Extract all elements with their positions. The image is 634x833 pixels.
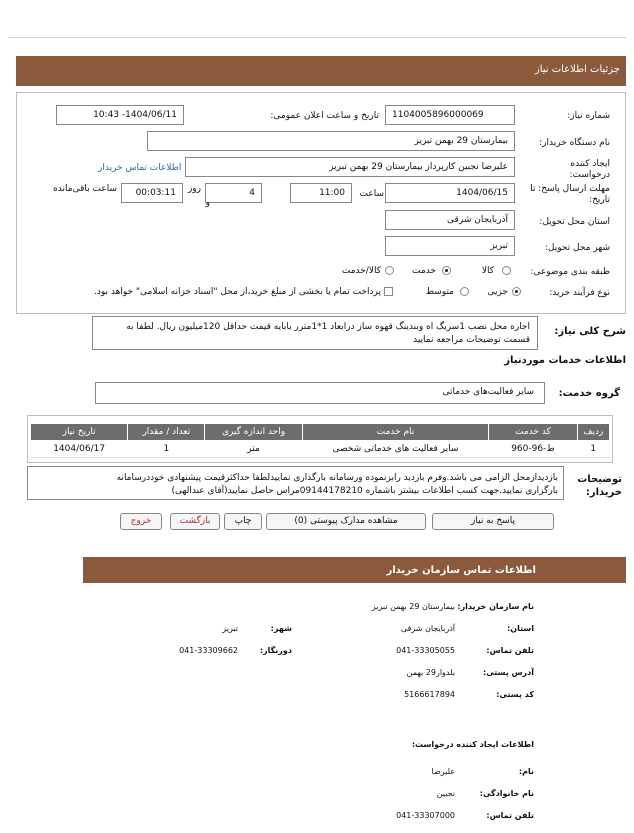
exit-button[interactable]: خروج <box>120 513 162 530</box>
process-option-minor: جزیی <box>487 287 508 297</box>
creator-field: علیرضا نجبین کارپرداز بیمارستان 29 بهمن تبریز <box>185 157 515 177</box>
treasury-checkbox[interactable] <box>384 287 393 296</box>
time-label: ساعت <box>359 189 384 199</box>
creator-section-title: اطلاعات ایجاد کننده درخواست: <box>411 740 534 749</box>
announce-field: 1404/06/11- 10:43 <box>56 105 184 125</box>
cell-date: 1404/06/17 <box>31 441 128 458</box>
services-table <box>30 423 610 458</box>
details-panel <box>16 92 626 314</box>
contact-province-value: آذربایجان شرقی <box>400 624 455 633</box>
contact-phone-value: 041-33305055 <box>396 646 455 655</box>
creator-name-value: علیرضا <box>431 767 455 776</box>
creator-phone-label: تلفن تماس: <box>486 811 534 820</box>
creator-label-1: ایجاد کننده <box>570 159 610 169</box>
category-option-service: خدمت <box>412 266 436 276</box>
print-button[interactable]: چاپ <box>224 513 262 530</box>
summary-text-line1: اجاره محل نصب 1سریگ اه وبندینگ قهوه ساز درابعاد 1*1مترر بابایه قیمت حداقل 120میلیون ریال. لطفا به <box>126 322 530 332</box>
services-section-title: اطلاعات خدمات موردنیاز <box>504 355 626 366</box>
city-label: شهر محل تحویل: <box>544 243 610 253</box>
cell-row: 1 <box>577 441 609 458</box>
buyer-contact-link[interactable]: اطلاعات تماس خریدار <box>98 163 182 173</box>
col-header-date: تاریخ نیاز <box>31 424 128 441</box>
creator-label-2: درخواست: <box>569 170 610 180</box>
city-field: تبریز <box>385 236 515 256</box>
category-option-goods: کالا <box>481 266 494 276</box>
process-radio-minor[interactable] <box>512 287 521 296</box>
category-radio-goods[interactable] <box>502 266 511 275</box>
service-group-label: گروه خدمت: <box>558 388 620 399</box>
contact-city-label: شهر: <box>270 624 292 633</box>
category-radio-service[interactable] <box>442 266 451 275</box>
announce-label: تاریخ و ساعت اعلان عمومی: <box>270 111 379 121</box>
cell-qty: 1 <box>128 441 205 458</box>
view-documents-button[interactable]: مشاهده مدارک پیوستی (0) <box>266 513 426 530</box>
days-label: روز <box>187 184 201 194</box>
deadline-label-1: مهلت ارسال پاسخ: تا <box>530 184 610 194</box>
contact-city-value: تبریز <box>222 624 238 633</box>
buyer-notes-line1: بازدیدازمحل الزامی می باشد.وفرم بازدید رابزنموده ورسامانه بارگذاری نماییدلطفا حداکثرقیمت پیشنهادی خوددرسامانه <box>116 473 558 483</box>
col-header-code: کد خدمت <box>489 424 577 441</box>
deadline-time-field: 11:00 <box>290 183 352 203</box>
creator-family-value: نجبین <box>436 789 455 798</box>
table-row <box>31 441 610 458</box>
contact-fax-label: دورنگار: <box>259 646 292 655</box>
summary-text-line2: قسمت توضیحات مراجعه نمایید <box>413 335 530 345</box>
contact-address-value: بلدوار29 بهمن <box>406 668 455 677</box>
contact-org-value: بیمارستان 29 بهمن تبریز <box>371 602 455 611</box>
category-label: طبقه بندی موضوعی: <box>530 267 610 277</box>
need-number-label: شماره نیاز: <box>567 111 610 121</box>
buyer-org-field: بیمارستان 29 بهمن تبریز <box>147 131 515 151</box>
process-option-medium: متوسط <box>425 287 454 297</box>
buyer-notes-label-1: توضیحات <box>577 474 622 485</box>
contact-title: اطلاعات تماس سازمان خریدار <box>386 565 536 576</box>
creator-name-label: نام: <box>518 767 534 776</box>
need-number-field: 1104005896000069 <box>385 105 515 125</box>
remaining-label: ساعت باقی‌مانده <box>53 184 117 194</box>
reply-button[interactable]: پاسخ به نیاز <box>432 513 554 530</box>
top-divider <box>8 37 626 38</box>
page-title: جزئیات اطلاعات نیاز <box>534 64 620 75</box>
process-label: نوع فرآیند خرید: <box>549 288 610 298</box>
cell-unit: متر <box>205 441 302 458</box>
buyer-notes-line2: بارگزاری نمایید.جهت کسب اطلاعات بیشتر باشماره 09144178210مراس حاصل نمایید(آقای عبدالهی) <box>171 486 558 496</box>
col-header-row: ردیف <box>577 424 609 441</box>
category-option-both: کالا/خدمت <box>341 266 381 276</box>
cell-code: ط-96-960 <box>489 441 577 458</box>
category-radio-both[interactable] <box>385 266 394 275</box>
creator-family-label: نام خانوادگی: <box>479 789 534 798</box>
contact-header-bar <box>83 557 626 583</box>
deadline-label-2: تاریخ: <box>589 195 610 205</box>
treasury-note: پرداخت تمام یا بخشی از مبلغ خرید،از محل "اسناد خزانه اسلامی" خواهد بود. <box>93 287 381 297</box>
contact-postal-value: 5166617894 <box>404 690 455 699</box>
contact-org-label: نام سازمان خریدار: <box>457 602 534 611</box>
buyer-org-label: نام دستگاه خریدار: <box>539 138 610 148</box>
summary-label: شرح کلی نیاز: <box>554 326 626 337</box>
days-field: 4 <box>205 183 262 203</box>
service-group-field: سایر فعالیت‌های خدماتی <box>95 382 545 404</box>
remaining-time-field: 00:03:11 <box>121 183 183 203</box>
and-label: و <box>205 198 210 208</box>
buyer-notes-label-2: خریدار: <box>585 487 622 498</box>
contact-province-label: استان: <box>507 624 534 633</box>
col-header-qty: تعداد / مقدار <box>128 424 205 441</box>
process-radio-medium[interactable] <box>460 287 469 296</box>
cell-name: سایر فعالیت های خدماتی شخصی <box>302 441 489 458</box>
contact-postal-label: کد پستی: <box>496 690 534 699</box>
province-label: استان محل تحویل: <box>539 217 610 227</box>
col-header-unit: واحد اندازه گیری <box>205 424 302 441</box>
contact-address-label: آدرس پستی: <box>483 668 534 677</box>
col-header-name: نام خدمت <box>302 424 489 441</box>
deadline-date-field: 1404/06/15 <box>385 183 515 203</box>
contact-phone-label: تلفن تماس: <box>486 646 534 655</box>
back-button[interactable]: بازگشت <box>170 513 220 530</box>
contact-fax-value: 041-33309662 <box>179 646 238 655</box>
creator-phone-value: 041-33307000 <box>396 811 455 820</box>
province-field: آذربایجان شرقی <box>385 210 515 230</box>
